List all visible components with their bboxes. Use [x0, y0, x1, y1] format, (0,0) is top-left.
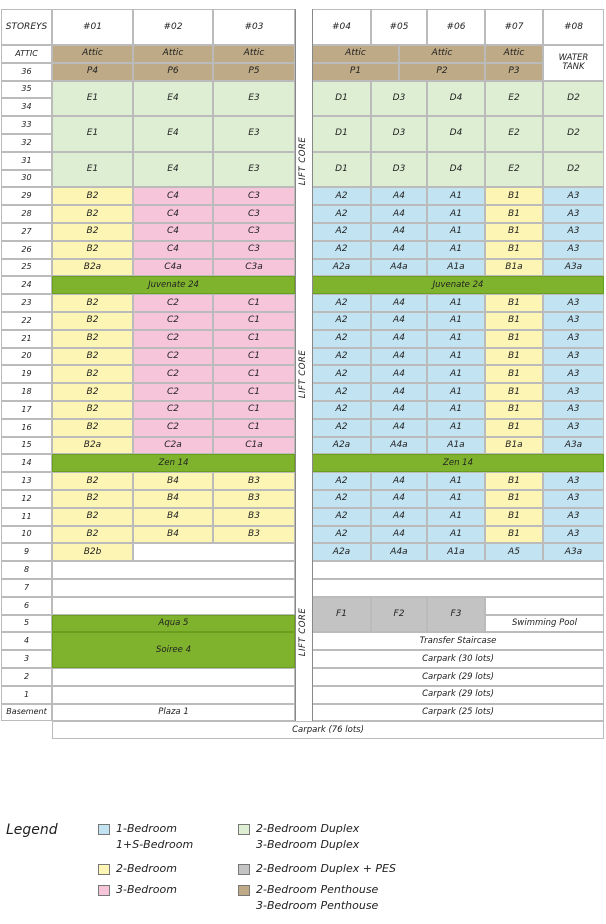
- unit-cell: A2: [312, 508, 371, 526]
- legend-swatch-pes: [238, 864, 250, 875]
- attic-cell: Attic: [485, 45, 543, 63]
- unit-cell: B3: [213, 472, 295, 490]
- unit-cell: C4: [133, 241, 213, 259]
- lift-core-label: [295, 294, 312, 454]
- unit-cell: C3: [213, 223, 295, 241]
- unit-cell: A3: [543, 419, 604, 437]
- duplex-cell: D3: [371, 116, 427, 152]
- unit-cell: A2: [312, 294, 371, 312]
- pes-unit: F2: [371, 597, 427, 633]
- penthouse-cell: P6: [133, 63, 213, 81]
- unit-cell: A3: [543, 312, 604, 330]
- unit-cell: A2: [312, 330, 371, 348]
- unit-cell: B2: [52, 401, 133, 419]
- unit-cell: C4: [133, 187, 213, 205]
- unit-cell: B2: [52, 508, 133, 526]
- unit-cell: A2a: [312, 543, 371, 561]
- floor-label: 30: [1, 170, 52, 188]
- floor-label: 3: [1, 650, 52, 668]
- legend-label-penthouse-2: 3-Bedroom Penthouse: [256, 899, 379, 912]
- legend: [0, 800, 606, 924]
- unit-cell: C4: [133, 205, 213, 223]
- legend-swatch-three-bed: [98, 885, 110, 896]
- unit-cell: B1: [485, 348, 543, 366]
- water-tank-label: [543, 45, 604, 81]
- unit-cell: B1: [485, 490, 543, 508]
- unit-cell: B3: [213, 508, 295, 526]
- unit-cell: B2a: [52, 437, 133, 455]
- unit-header: #08: [543, 9, 604, 45]
- duplex-cell: E4: [133, 152, 213, 188]
- zen-14-label: Zen 14: [52, 454, 295, 472]
- lift-core-wall: [312, 9, 313, 721]
- blank-floor: [52, 561, 295, 579]
- unit-cell: A1: [427, 187, 485, 205]
- unit-cell: A4: [371, 187, 427, 205]
- floor-label: 28: [1, 205, 52, 223]
- unit-cell: A3: [543, 187, 604, 205]
- penthouse-cell: P3: [485, 63, 543, 81]
- unit-cell: B4: [133, 490, 213, 508]
- unit-cell: B1: [485, 383, 543, 401]
- unit-cell: B2: [52, 312, 133, 330]
- unit-cell: C4a: [133, 259, 213, 277]
- blank-floor: [485, 597, 604, 615]
- unit-cell: A3: [543, 223, 604, 241]
- aqua-5-label: Aqua 5: [52, 615, 295, 633]
- unit-cell: A1: [427, 472, 485, 490]
- water-tank-text: WATER: [558, 52, 589, 63]
- unit-cell: C1: [213, 294, 295, 312]
- unit-cell: A3: [543, 472, 604, 490]
- duplex-cell: E2: [485, 152, 543, 188]
- unit-cell: A2: [312, 312, 371, 330]
- floor-label: ATTIC: [1, 45, 52, 63]
- plaza-1-label: Plaza 1: [52, 704, 295, 722]
- unit-cell: C3: [213, 241, 295, 259]
- floor-label: 22: [1, 312, 52, 330]
- unit-cell: A1a: [427, 259, 485, 277]
- attic-cell: Attic: [399, 45, 485, 63]
- lift-core-wall: [295, 9, 296, 721]
- unit-cell: C4: [133, 223, 213, 241]
- unit-cell: A4: [371, 330, 427, 348]
- unit-cell: C1: [213, 348, 295, 366]
- juvenate-24-label: Juvenate 24: [52, 276, 295, 294]
- unit-cell: A4: [371, 419, 427, 437]
- floor-label: 29: [1, 187, 52, 205]
- unit-cell: A3: [543, 330, 604, 348]
- carpark-29b-label: Carpark (29 lots): [312, 686, 604, 704]
- unit-cell: A4: [371, 508, 427, 526]
- unit-cell: A3: [543, 205, 604, 223]
- duplex-cell: D4: [427, 81, 485, 117]
- unit-cell: C1: [213, 312, 295, 330]
- duplex-cell: D4: [427, 116, 485, 152]
- floor-label: 32: [1, 134, 52, 152]
- duplex-cell: D2: [543, 81, 604, 117]
- carpark-29a-label: Carpark (29 lots): [312, 668, 604, 686]
- unit-cell: B2: [52, 241, 133, 259]
- unit-cell: A3: [543, 294, 604, 312]
- legend-swatch-two-bed: [98, 864, 110, 875]
- blank-floor: [52, 597, 295, 615]
- unit-cell: A4: [371, 348, 427, 366]
- unit-cell: B2: [52, 223, 133, 241]
- unit-cell: C1a: [213, 437, 295, 455]
- floor-label: 25: [1, 259, 52, 277]
- unit-cell: A4: [371, 312, 427, 330]
- attic-cell: Attic: [133, 45, 213, 63]
- unit-cell: C3: [213, 205, 295, 223]
- unit-cell: B1: [485, 312, 543, 330]
- unit-cell: A2: [312, 419, 371, 437]
- unit-cell: A4: [371, 365, 427, 383]
- unit-cell: B2: [52, 205, 133, 223]
- duplex-cell: E3: [213, 81, 295, 117]
- duplex-cell: E3: [213, 152, 295, 188]
- penthouse-cell: P2: [399, 63, 485, 81]
- floor-label: 1: [1, 686, 52, 704]
- duplex-cell: E4: [133, 116, 213, 152]
- unit-cell: B2: [52, 490, 133, 508]
- unit-cell: A4: [371, 223, 427, 241]
- floor-label: 2: [1, 668, 52, 686]
- unit-cell: A4: [371, 401, 427, 419]
- unit-cell: A2a: [312, 437, 371, 455]
- basement-carpark-label: Carpark (76 lots): [52, 721, 604, 739]
- water-tank-text: TANK: [562, 61, 585, 72]
- unit-header: #06: [427, 9, 485, 45]
- unit-cell: A1: [427, 508, 485, 526]
- unit-cell: A1: [427, 419, 485, 437]
- unit-cell: A4: [371, 205, 427, 223]
- unit-cell: A1: [427, 401, 485, 419]
- unit-cell: A5: [485, 543, 543, 561]
- carpark-25-label: Carpark (25 lots): [312, 704, 604, 722]
- floor-label: 18: [1, 383, 52, 401]
- unit-cell: A2: [312, 472, 371, 490]
- floor-label: 34: [1, 98, 52, 116]
- unit-cell: A3: [543, 508, 604, 526]
- duplex-cell: D1: [312, 152, 371, 188]
- lift-core-label: [295, 45, 312, 276]
- floor-label: 24: [1, 276, 52, 294]
- legend-label-three-bed: 3-Bedroom: [116, 883, 177, 896]
- unit-cell: A3: [543, 526, 604, 544]
- floor-label: 12: [1, 490, 52, 508]
- unit-cell: C2: [133, 419, 213, 437]
- unit-cell: C2: [133, 348, 213, 366]
- floor-label: 8: [1, 561, 52, 579]
- legend-label-duplex-1: 2-Bedroom Duplex: [256, 822, 360, 835]
- floor-label: 26: [1, 241, 52, 259]
- unit-cell: A1: [427, 348, 485, 366]
- duplex-cell: E3: [213, 116, 295, 152]
- unit-header: #07: [485, 9, 543, 45]
- unit-cell: B1: [485, 526, 543, 544]
- unit-cell: A3: [543, 348, 604, 366]
- unit-cell: A1: [427, 223, 485, 241]
- blank-floor: [312, 561, 604, 579]
- legend-label-one-bed-2: 1+S-Bedroom: [116, 838, 194, 851]
- penthouse-cell: P5: [213, 63, 295, 81]
- unit-cell: A4a: [371, 437, 427, 455]
- unit-header: #05: [371, 9, 427, 45]
- unit-cell: A2: [312, 401, 371, 419]
- floor-label: 31: [1, 152, 52, 170]
- unit-cell: A2: [312, 490, 371, 508]
- floor-label: 14: [1, 454, 52, 472]
- floor-label: 21: [1, 330, 52, 348]
- unit-cell: C3a: [213, 259, 295, 277]
- unit-cell: B3: [213, 526, 295, 544]
- unit-cell: B2: [52, 187, 133, 205]
- floor-label: 23: [1, 294, 52, 312]
- unit-cell: A1: [427, 526, 485, 544]
- duplex-cell: E1: [52, 81, 133, 117]
- unit-cell: B1: [485, 223, 543, 241]
- duplex-cell: E1: [52, 152, 133, 188]
- floor-label: 27: [1, 223, 52, 241]
- floor-label: 16: [1, 419, 52, 437]
- floor-label: 5: [1, 615, 52, 633]
- unit-cell: B1: [485, 472, 543, 490]
- unit-cell: B2: [52, 419, 133, 437]
- unit-cell: C2: [133, 401, 213, 419]
- unit-cell: C2a: [133, 437, 213, 455]
- storeys-header: STOREYS: [1, 9, 52, 45]
- unit-cell: A1: [427, 330, 485, 348]
- unit-cell: B4: [133, 526, 213, 544]
- unit-header: #04: [312, 9, 371, 45]
- floor-label: 20: [1, 348, 52, 366]
- floor-label: 15: [1, 437, 52, 455]
- blank-floor: [52, 686, 295, 704]
- unit-cell: B2: [52, 526, 133, 544]
- unit-cell: B1: [485, 419, 543, 437]
- unit-cell: A3a: [543, 259, 604, 277]
- soiree-4-label: Soiree 4: [52, 632, 295, 668]
- unit-cell: A1: [427, 490, 485, 508]
- legend-label-pes: 2-Bedroom Duplex + PES: [256, 862, 396, 875]
- attic-cell: Attic: [312, 45, 399, 63]
- unit-cell: A1: [427, 205, 485, 223]
- legend-swatch-penthouse: [238, 885, 250, 896]
- unit-cell: C2: [133, 383, 213, 401]
- blank-floor: [312, 579, 604, 597]
- unit-header: #01: [52, 9, 133, 45]
- unit-cell: B2b: [52, 543, 133, 561]
- unit-cell: B1: [485, 241, 543, 259]
- legend-label-duplex-2: 3-Bedroom Duplex: [256, 838, 360, 851]
- pes-unit: F3: [427, 597, 485, 633]
- unit-cell: B2a: [52, 259, 133, 277]
- unit-cell: C1: [213, 383, 295, 401]
- duplex-cell: E4: [133, 81, 213, 117]
- transfer-staircase-label: Transfer Staircase: [312, 632, 604, 650]
- unit-cell: B2: [52, 330, 133, 348]
- unit-cell: A2: [312, 526, 371, 544]
- unit-cell: C2: [133, 330, 213, 348]
- unit-cell: C1: [213, 401, 295, 419]
- unit-cell: B1a: [485, 259, 543, 277]
- unit-cell: C1: [213, 419, 295, 437]
- attic-cell: Attic: [52, 45, 133, 63]
- unit-cell: A1: [427, 294, 485, 312]
- blank-cell: [133, 543, 295, 561]
- lift-core-text: LIFT CORE: [298, 136, 309, 185]
- unit-cell: C1: [213, 330, 295, 348]
- unit-cell: A2: [312, 365, 371, 383]
- unit-cell: A4: [371, 383, 427, 401]
- floor-label: 9: [1, 543, 52, 561]
- unit-cell: A4a: [371, 259, 427, 277]
- unit-cell: B2: [52, 348, 133, 366]
- lift-core-label: [295, 543, 312, 721]
- unit-cell: C2: [133, 312, 213, 330]
- legend-label-two-bed: 2-Bedroom: [116, 862, 177, 875]
- floor-label: 19: [1, 365, 52, 383]
- legend-label-penthouse-1: 2-Bedroom Penthouse: [256, 883, 379, 896]
- duplex-cell: E2: [485, 81, 543, 117]
- unit-header: #02: [133, 9, 213, 45]
- duplex-cell: D1: [312, 81, 371, 117]
- blank-floor: [52, 579, 295, 597]
- unit-cell: B3: [213, 490, 295, 508]
- floor-label: 13: [1, 472, 52, 490]
- unit-cell: C2: [133, 365, 213, 383]
- unit-cell: B1: [485, 187, 543, 205]
- duplex-cell: D1: [312, 116, 371, 152]
- duplex-cell: D4: [427, 152, 485, 188]
- legend-swatch-duplex: [238, 824, 250, 835]
- unit-cell: B2: [52, 472, 133, 490]
- unit-cell: A1a: [427, 543, 485, 561]
- unit-cell: A3a: [543, 437, 604, 455]
- unit-cell: A4: [371, 241, 427, 259]
- duplex-cell: D3: [371, 81, 427, 117]
- unit-cell: A2: [312, 223, 371, 241]
- unit-cell: A2: [312, 241, 371, 259]
- duplex-cell: D2: [543, 116, 604, 152]
- pes-unit: F1: [312, 597, 371, 633]
- unit-cell: A3a: [543, 543, 604, 561]
- unit-cell: C1: [213, 365, 295, 383]
- unit-cell: A1: [427, 365, 485, 383]
- unit-cell: B2: [52, 383, 133, 401]
- floor-label: 6: [1, 597, 52, 615]
- unit-cell: A1: [427, 241, 485, 259]
- floor-label: Basement: [1, 704, 52, 722]
- unit-cell: A2: [312, 383, 371, 401]
- lift-core-text: LIFT CORE: [298, 608, 309, 657]
- unit-cell: A3: [543, 383, 604, 401]
- unit-cell: A2a: [312, 259, 371, 277]
- unit-cell: B1: [485, 401, 543, 419]
- floor-label: 35: [1, 81, 52, 99]
- unit-cell: A4: [371, 472, 427, 490]
- unit-cell: B2: [52, 365, 133, 383]
- carpark-30-label: Carpark (30 lots): [312, 650, 604, 668]
- unit-cell: B1: [485, 365, 543, 383]
- unit-cell: B1: [485, 508, 543, 526]
- unit-cell: B4: [133, 472, 213, 490]
- unit-cell: A3: [543, 365, 604, 383]
- unit-cell: A1a: [427, 437, 485, 455]
- penthouse-cell: P1: [312, 63, 399, 81]
- blank-floor: [52, 668, 295, 686]
- floor-label: 33: [1, 116, 52, 134]
- unit-cell: B4: [133, 508, 213, 526]
- zen-14-right-label: Zen 14: [312, 454, 604, 472]
- floor-label: 4: [1, 632, 52, 650]
- unit-cell: B1: [485, 294, 543, 312]
- lift-core-text: LIFT CORE: [298, 350, 309, 399]
- duplex-cell: D2: [543, 152, 604, 188]
- unit-cell: A3: [543, 241, 604, 259]
- legend-swatch-one-bed: [98, 824, 110, 835]
- floor-label: 11: [1, 508, 52, 526]
- penthouse-cell: P4: [52, 63, 133, 81]
- floor-label: 7: [1, 579, 52, 597]
- unit-cell: A2: [312, 187, 371, 205]
- juvenate-24-right-label: Juvenate 24: [312, 276, 604, 294]
- floor-label: 10: [1, 526, 52, 544]
- unit-cell: A4: [371, 294, 427, 312]
- unit-cell: A3: [543, 490, 604, 508]
- duplex-cell: E2: [485, 116, 543, 152]
- unit-cell: A2: [312, 205, 371, 223]
- duplex-cell: D3: [371, 152, 427, 188]
- unit-cell: A3: [543, 401, 604, 419]
- unit-cell: A2: [312, 348, 371, 366]
- unit-cell: A1: [427, 383, 485, 401]
- legend-title: Legend: [6, 822, 58, 838]
- duplex-cell: E1: [52, 116, 133, 152]
- attic-cell: Attic: [213, 45, 295, 63]
- unit-cell: A4: [371, 526, 427, 544]
- unit-cell: C2: [133, 294, 213, 312]
- swimming-pool-label: Swimming Pool: [485, 615, 604, 633]
- unit-cell: A4a: [371, 543, 427, 561]
- floor-label: 17: [1, 401, 52, 419]
- unit-cell: A1: [427, 312, 485, 330]
- unit-header: #03: [213, 9, 295, 45]
- legend-label-one-bed-1: 1-Bedroom: [116, 822, 177, 835]
- floor-label: 36: [1, 63, 52, 81]
- unit-cell: B1a: [485, 437, 543, 455]
- unit-cell: A4: [371, 490, 427, 508]
- unit-cell: B2: [52, 294, 133, 312]
- unit-cell: C3: [213, 187, 295, 205]
- unit-cell: B1: [485, 205, 543, 223]
- unit-cell: B1: [485, 330, 543, 348]
